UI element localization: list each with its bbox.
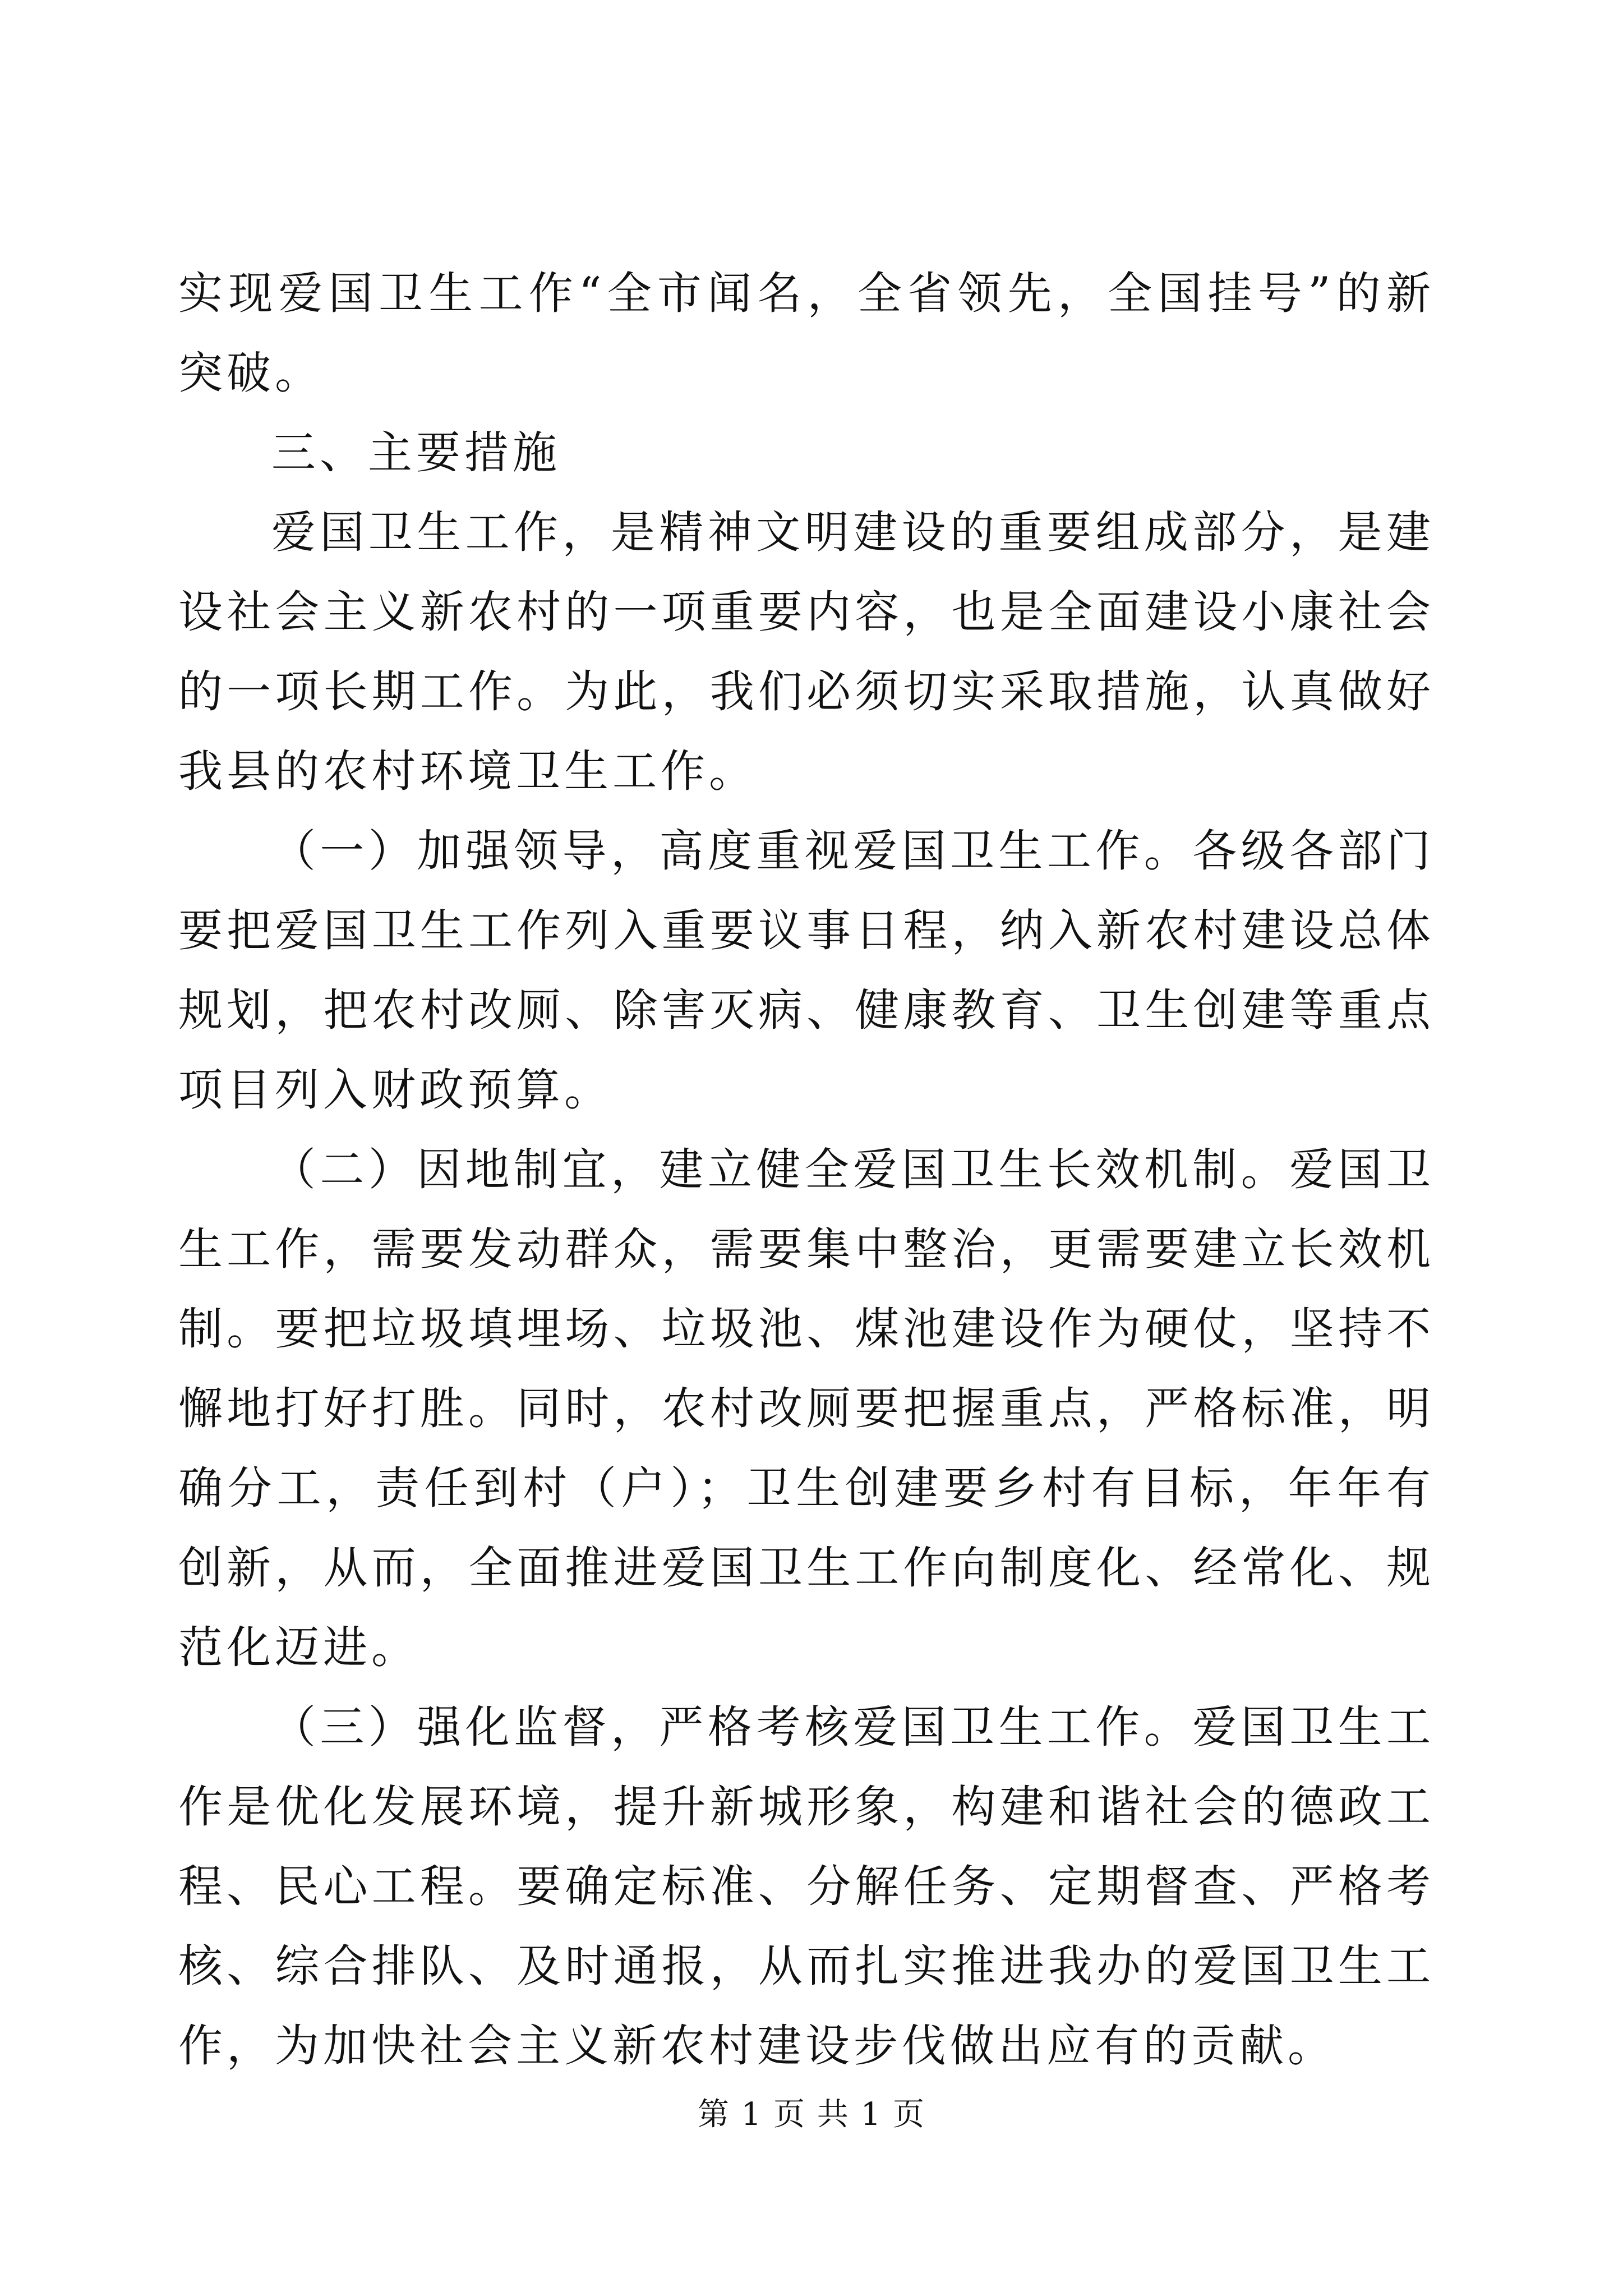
section-heading-main-measures: 三、主要措施 — [271, 427, 561, 478]
paragraph-intro: 爱国卫生工作，是精神文明建设的重要组成部分，是建设社会主义新农村的一项重要内容，也是全面建设小康社会的一项长期工作。为此，我们必须切实采取措施，认真做好我县的农村环境卫生工作。 — [178, 507, 1435, 797]
page-footer: 第 1 页 共 1 页 — [697, 2096, 926, 2133]
document-body — [178, 254, 1435, 2086]
paragraph-continuation: 实现爱国卫生工作“全市闻名，全省领先，全国挂号”的新突破。 — [178, 268, 1435, 399]
paragraph-measure-1: （一）加强领导，高度重视爱国卫生工作。各级各部门要把爱国卫生工作列入重要议事日程，纳入新农村建设总体规划，把农村改厕、除害灭病、健康教育、卫生创建等重点项目列入财政预算。 — [178, 825, 1435, 1116]
paragraph-measure-3: （三）强化监督，严格考核爱国卫生工作。爱国卫生工作是优化发展环境，提升新城形象，构建和谐社会的德政工程、民心工程。要确定标准、分解任务、定期督查、严格考核、综合排队、及时通报，从而扎实推进我办的爱国卫生工作，为加快社会主义新农村建设步伐做出应有的贡献。 — [178, 1701, 1435, 2072]
paragraph-measure-2: （二）因地制宜，建立健全爱国卫生长效机制。爱国卫生工作，需要发动群众，需要集中整治，更需要建立长效机制。要把垃圾填埋场、垃圾池、煤池建设作为硬仗，坚持不懈地打好打胜。同时，农村改厕要把握重点，严格标准，明确分工，责任到村（户）；卫生创建要乡村有目标，年年有创新，从而，全面推进爱国卫生工作向制度化、经常化、规范化迈进。 — [178, 1144, 1435, 1673]
